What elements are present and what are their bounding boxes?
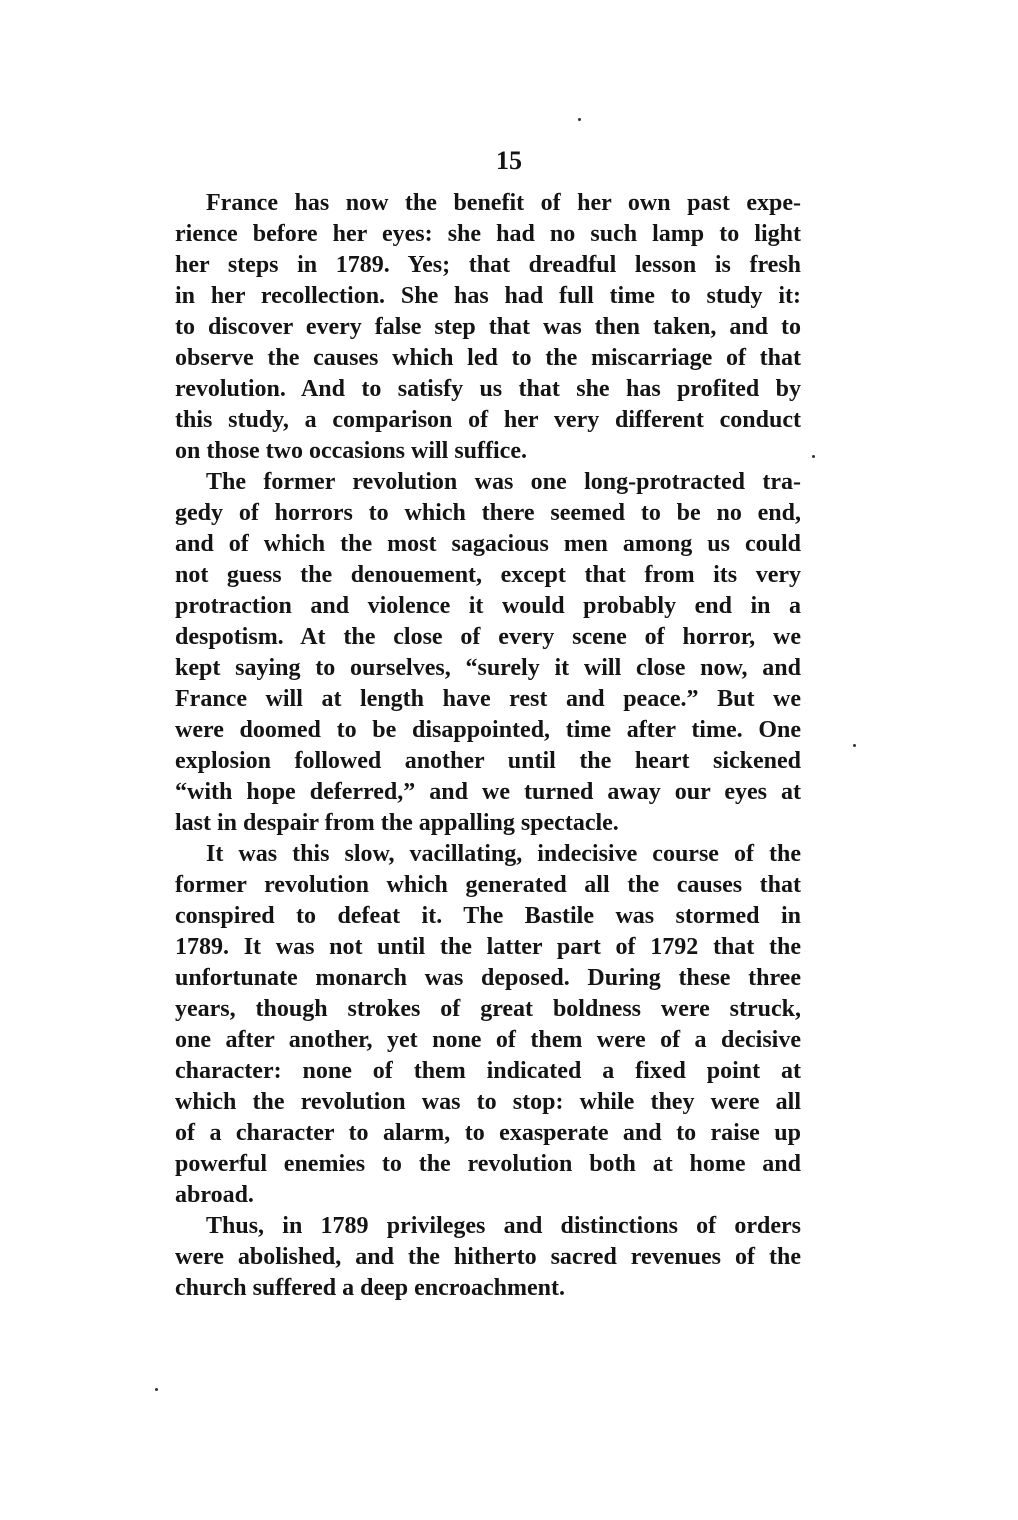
text-line: “with hope deferred,” and we turned away our eyes at xyxy=(175,779,801,805)
text-line: one after another, yet none of them were of a decisive xyxy=(175,1027,801,1053)
ink-speck xyxy=(812,455,815,458)
ink-speck xyxy=(578,118,581,121)
text-line: kept saying to ourselves, “surely it will close now, and xyxy=(175,655,801,681)
text-line: abroad. xyxy=(175,1182,254,1208)
text-line: gedy of horrors to which there seemed to be no end, xyxy=(175,500,801,526)
text-line: were abolished, and the hitherto sacred revenues of the xyxy=(175,1244,801,1270)
paragraph-4 xyxy=(175,1211,801,1304)
text-line: protraction and violence it would probably end in a xyxy=(175,593,801,619)
text-line: this study, a comparison of her very different conduct xyxy=(175,407,801,433)
text-line: revolution. And to satisfy us that she has profited by xyxy=(175,376,801,402)
text-line: France will at length have rest and peace.” But we xyxy=(175,686,801,712)
text-line: despotism. At the close of every scene of horror, we xyxy=(175,624,801,650)
text-line: her steps in 1789. Yes; that dreadful lesson is fresh xyxy=(175,252,801,278)
text-line: and of which the most sagacious men among us could xyxy=(175,531,801,557)
paragraph-1 xyxy=(175,188,801,467)
text-line: Thus, in 1789 privileges and distinctions of orders xyxy=(206,1213,801,1239)
paragraph-3 xyxy=(175,839,801,1211)
body-text xyxy=(175,188,801,1304)
text-line: conspired to defeat it. The Bastile was stormed in xyxy=(175,903,801,929)
text-line: The former revolution was one long-protracted tra- xyxy=(206,469,801,495)
text-line: of a character to alarm, to exasperate and to raise up xyxy=(175,1120,801,1146)
text-line: not guess the denouement, except that from its very xyxy=(175,562,801,588)
text-line: in her recollection. She has had full time to study it: xyxy=(175,283,801,309)
text-line: It was this slow, vacillating, indecisive course of the xyxy=(206,841,801,867)
text-line: former revolution which generated all the causes that xyxy=(175,872,801,898)
text-line: last in despair from the appalling spectacle. xyxy=(175,810,619,836)
text-line: explosion followed another until the heart sickened xyxy=(175,748,801,774)
text-line: character: none of them indicated a fixed point at xyxy=(175,1058,801,1084)
text-line: church suffered a deep encroachment. xyxy=(175,1275,565,1301)
text-line: were doomed to be disappointed, time after time. One xyxy=(175,717,801,743)
text-line: France has now the benefit of her own past expe- xyxy=(206,190,801,216)
text-line: which the revolution was to stop: while they were all xyxy=(175,1089,801,1115)
text-line: powerful enemies to the revolution both at home and xyxy=(175,1151,801,1177)
text-line: years, though strokes of great boldness were struck, xyxy=(175,996,801,1022)
ink-speck xyxy=(155,1388,158,1391)
text-line: rience before her eyes: she had no such lamp to light xyxy=(175,221,801,247)
text-line: on those two occasions will suffice. xyxy=(175,438,527,464)
paragraph-2 xyxy=(175,467,801,839)
page-number: 15 xyxy=(496,146,522,175)
text-line: unfortunate monarch was deposed. During these three xyxy=(175,965,801,991)
text-line: 1789. It was not until the latter part of 1792 that the xyxy=(175,934,801,960)
text-line: observe the causes which led to the miscarriage of that xyxy=(175,345,801,371)
ink-speck xyxy=(853,744,856,747)
text-line: to discover every false step that was then taken, and to xyxy=(175,314,801,340)
